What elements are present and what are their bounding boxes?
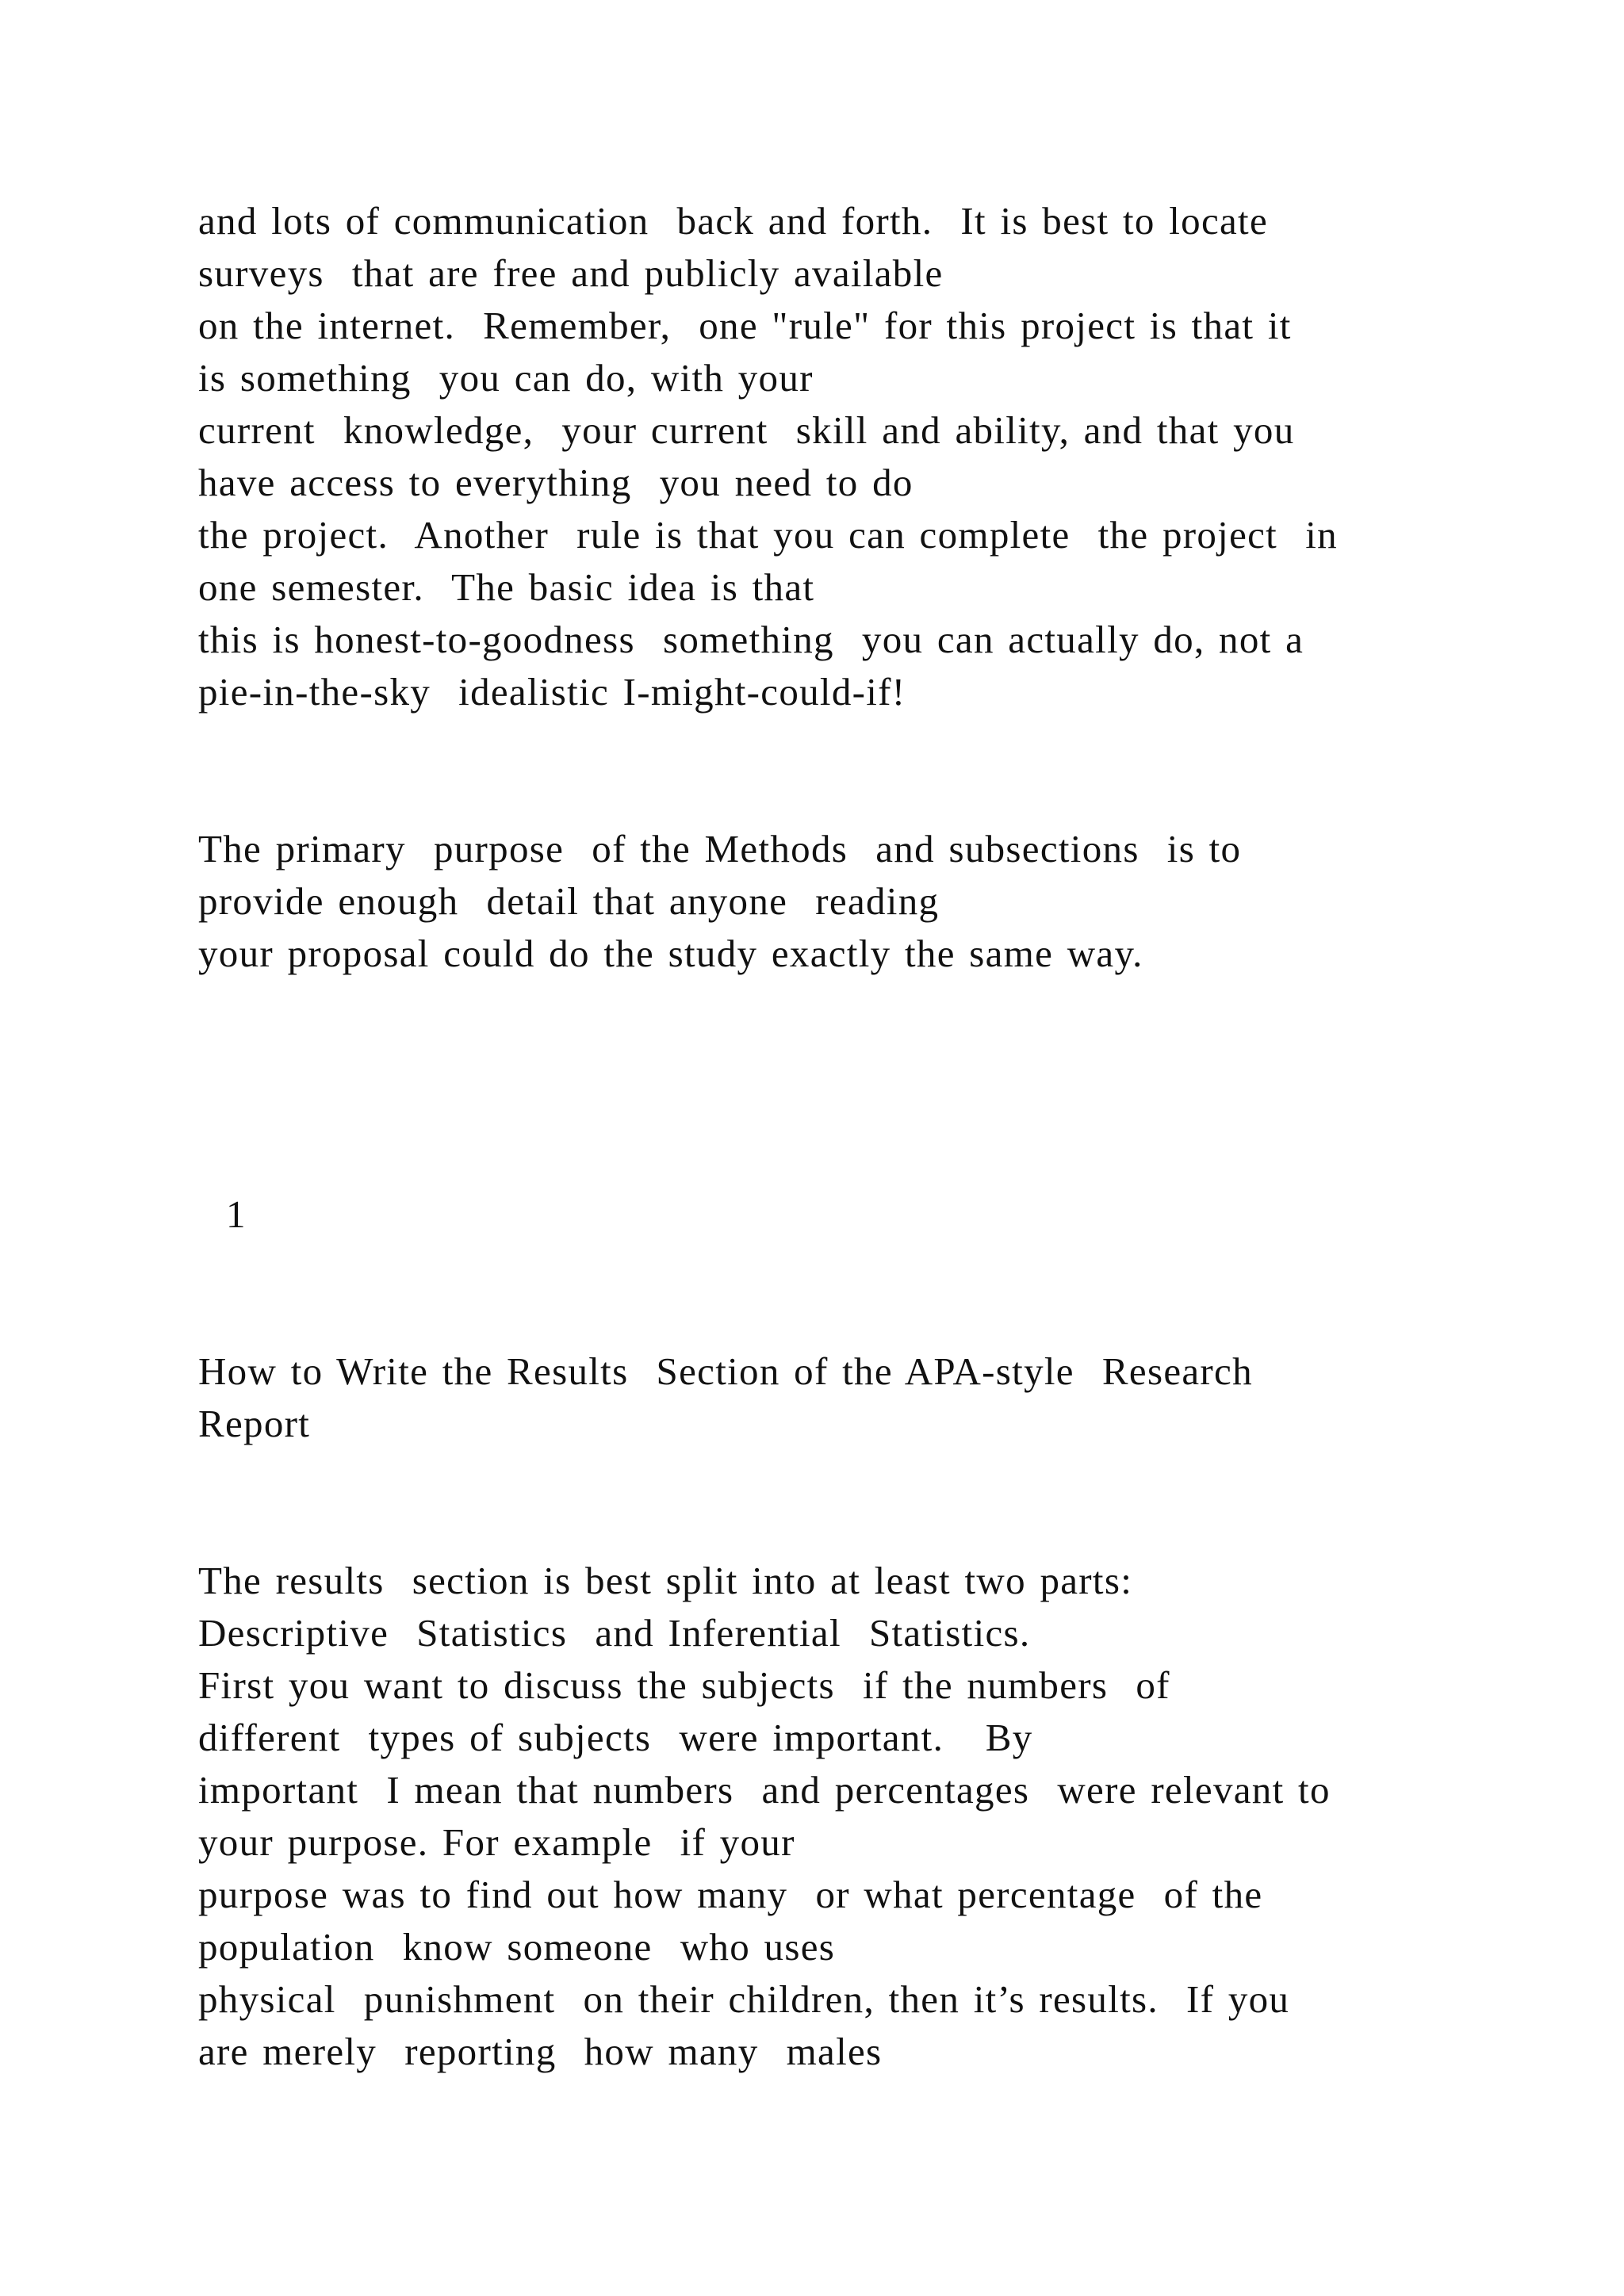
text-line: First you want to discuss the subjects if the numbers of [198, 1663, 1170, 1707]
text-line: surveys that are free and publicly available [198, 251, 944, 295]
text-line: The primary purpose of the Methods and subsections is to [198, 827, 1242, 871]
text-line: your purpose. For example if your [198, 1820, 795, 1864]
text-line: your proposal could do the study exactly the same way. [198, 932, 1143, 975]
text-line: The results section is best split into at least two parts: [198, 1559, 1133, 1602]
section-heading: Report [198, 1402, 311, 1445]
text-line: physical punishment on their children, then it’s results. If you [198, 1977, 1290, 2021]
text-line: this is honest-to-goodness something you can actually do, not a [198, 618, 1304, 661]
text-line: important I mean that numbers and percentages were relevant to [198, 1768, 1331, 1812]
text-line: the project. Another rule is that you can complete the project in [198, 513, 1338, 557]
text-line: different types of subjects were important. By [198, 1716, 1033, 1759]
page-number: 1 [226, 1192, 247, 1236]
text-line: purpose was to find out how many or what percentage of the [198, 1873, 1263, 1916]
section-heading: How to Write the Results Section of the APA-style Research [198, 1349, 1253, 1393]
text-line: pie-in-the-sky idealistic I-might-could-if! [198, 670, 906, 714]
text-line: provide enough detail that anyone reading [198, 879, 940, 923]
text-line: population know someone who uses [198, 1925, 836, 1969]
text-line: Descriptive Statistics and Inferential Statistics. [198, 1611, 1031, 1655]
text-line: are merely reporting how many males [198, 2030, 883, 2073]
text-line: on the internet. Remember, one "rule" for this project is that it [198, 304, 1292, 347]
text-line: and lots of communication back and forth. It is best to locate [198, 199, 1269, 243]
text-line: one semester. The basic idea is that [198, 565, 815, 609]
text-line: have access to everything you need to do [198, 461, 914, 504]
text-line: is something you can do, with your [198, 356, 814, 400]
text-line: current knowledge, your current skill and ability, and that you [198, 408, 1295, 452]
